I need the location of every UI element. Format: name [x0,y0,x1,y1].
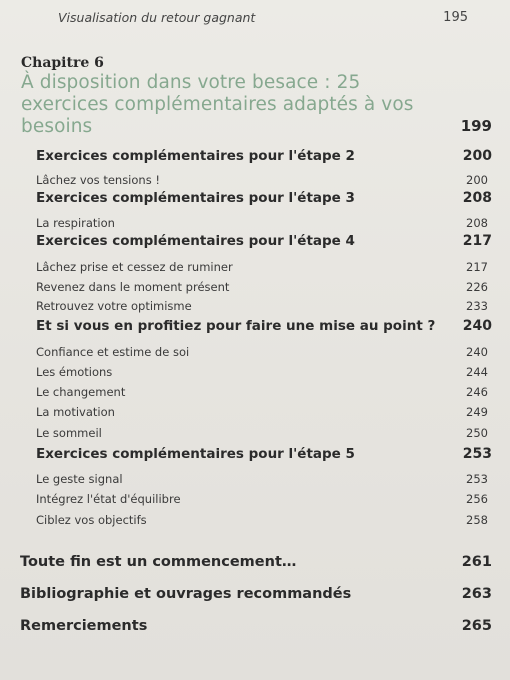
toc-end-page: 261 [461,554,492,570]
toc-section-page: 240 [462,318,492,334]
toc-entry-page: 258 [466,513,488,527]
toc-entry-label: Retrouvez votre optimisme [36,299,192,313]
toc-section-page: 253 [462,446,492,462]
toc-entry [36,216,488,230]
toc-entry-page: 250 [466,426,488,440]
toc-entry-label: Le geste signal [36,472,123,486]
toc-section-etape-5 [36,446,492,462]
toc-entry [36,513,488,527]
toc-entry-page: 217 [466,260,488,274]
running-header-page-number: 195 [443,10,468,25]
toc-section-mise-au-point [36,318,492,334]
chapter-page-number: 199 [460,117,492,135]
toc-entry-page: 233 [466,299,488,313]
toc-entry [36,260,488,274]
toc-entry [36,492,488,506]
toc-section-label: Exercices complémentaires pour l'étape 2 [36,148,355,164]
toc-entry-label: La respiration [36,216,115,230]
toc-entry-page: 253 [466,472,488,486]
chapter-label: Chapitre 6 [21,55,104,71]
toc-section-label: Exercices complémentaires pour l'étape 5 [36,446,355,462]
toc-entry [36,173,488,187]
toc-entry [36,299,488,313]
toc-entry-page: 256 [466,492,488,506]
toc-section-label: Et si vous en profitiez pour faire une mise au point ? [36,318,436,334]
toc-entry [36,385,488,399]
toc-entry-label: Intégrez l'état d'équilibre [36,492,181,506]
toc-end-section [20,554,492,570]
toc-entry-page: 249 [466,405,488,419]
toc-entry [36,405,488,419]
toc-section-etape-2 [36,148,492,164]
toc-entry-page: 246 [466,385,488,399]
toc-end-label: Toute fin est un commencement… [20,554,297,570]
running-header [58,10,468,25]
toc-entry-label: Le sommeil [36,426,102,440]
toc-section-page: 208 [462,190,492,206]
toc-end-label: Remerciements [20,618,148,634]
toc-entry-label: Les émotions [36,365,113,379]
toc-entry-label: La motivation [36,405,115,419]
toc-section-page: 217 [462,233,492,249]
toc-entry [36,365,488,379]
toc-entry-page: 244 [466,365,488,379]
toc-entry-page: 240 [466,345,488,359]
toc-entry-label: Lâchez prise et cessez de ruminer [36,260,233,274]
toc-end-page: 263 [461,586,492,602]
toc-section-label: Exercices complémentaires pour l'étape 3 [36,190,355,206]
toc-section-etape-3 [36,190,492,206]
toc-entry-label: Confiance et estime de soi [36,345,190,359]
toc-entry [36,426,488,440]
toc-entry [36,345,488,359]
toc-entry-page: 200 [466,173,488,187]
toc-section-page: 200 [462,148,492,164]
toc-end-label: Bibliographie et ouvrages recommandés [20,586,352,602]
toc-entry-page: 208 [466,216,488,230]
toc-entry-label: Le changement [36,385,126,399]
toc-section-label: Exercices complémentaires pour l'étape 4 [36,233,355,249]
running-header-title: Visualisation du retour gagnant [58,10,256,25]
toc-entry-label: Ciblez vos objectifs [36,513,147,527]
toc-entry-label: Revenez dans le moment présent [36,280,230,294]
toc-entry-label: Lâchez vos tensions ! [36,173,160,187]
toc-end-section [20,618,492,634]
toc-end-page: 265 [461,618,492,634]
toc-entry [36,280,488,294]
chapter-title: À disposition dans votre besace : 25 exercices complémentaires adaptés à vos besoins [21,72,414,137]
toc-entry [36,472,488,486]
toc-section-etape-4 [36,233,492,249]
toc-entry-page: 226 [466,280,488,294]
toc-end-section [20,586,492,602]
